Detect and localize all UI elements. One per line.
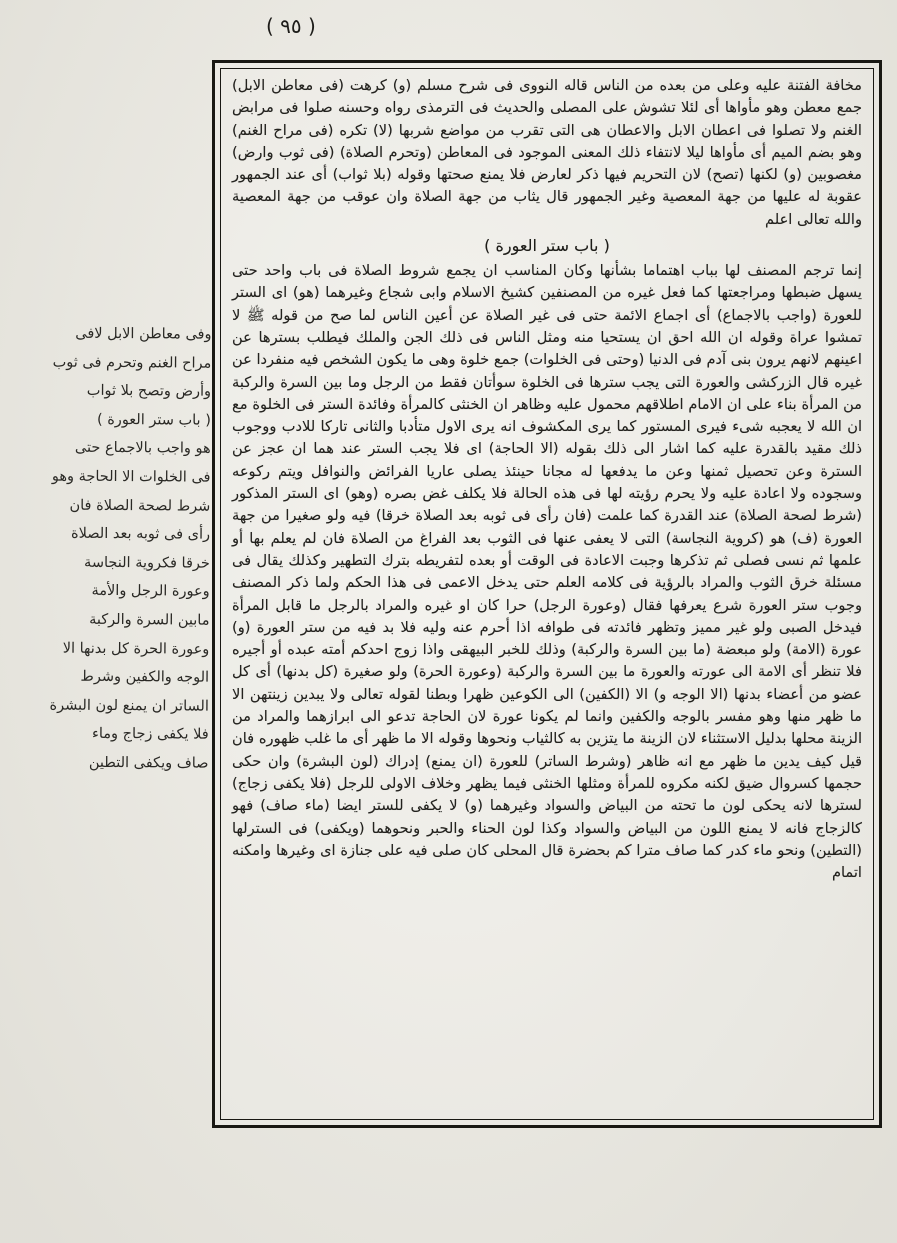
chapter-heading: ( باب ستر العورة ): [484, 236, 610, 256]
text-frame-inner: [220, 68, 874, 1120]
main-paragraph-2: إنما ترجم المصنف لها بباب اهتماما بشأنها وكان المناسب ان يجمع شروط الصلاة فى باب واحد حتى يسهل ضبطها ومراجعتها كما فعل غيره من المصنفين كشيخ الاسلام وابى شجاع وغيرهما (هو) اى الستر للعورة (واجب بالاجماع) أى اجماع الائمة حتى فى غير الصلاة عن أعين الناس لما صح من قوله ﷺ لا تمشوا عراة وقوله ان الله احق ان يستحيا منه ومثل الناس فى ذلك الجن والملك فيطلب بسترها عن اعينهم لانهم يرون بنى آدم فى الدنيا (وحتى فى الخلوات) جمع خلوة وهى ما يكون الشخص فيه منفردا عن غيره قال الزركشى والعورة التى يجب سترها فى الخلوة سوأتان فقط من الرجل وما بين السرة والركبة من المرأة بناء على ان الامام اطلاقهم محمول عليه وظاهر ان الخنثى كالمرأة وفائدة الستر فى الخلوة مع ان الله لا يعجبه شىء فيرى المستور كما يرى المكشوف انه يرى الاول متأدبا والثانى تاركا للادب ووجوب ذلك مقيد بالقدرة عليه كما اشار الى ذلك بقوله (الا الحاجة) اى فلا يجب الستر عند هما ان عجز عن السترة وعن تحصيل ثمنها وعن ما يدفعها له مجانا حينئذ يصلى عاريا الفرائض والنوافل ويتم ركوعه وسجوده ولا اعادة عليه ولا يحرم رؤيته لها فى هذه الحالة فلا يكلف غض بصره (وهو) اى الستر المذكور (شرط لصحة الصلاة) عند القدرة كما علمت (فان رأى فى ثوبه بعد الصلاة خرقا) فيه ولو صغيرا من جهة العورة (ف) هو (كروية النجاسة) التى لا يعفى عنها فى الثوب بعد الفراغ من الصلاة فان لم يعلم بها أو علمها ثم نسى فصلى ثم تذكرها وجبت الاعادة فى الوقت أو بعده لتفريطه بترك التطهير وكذلك يقال فى مسئلة خرق الثوب والمراد بالرؤية فى كلامه العلم حتى يدخل الاعمى فى هذا الحكم ولما ذكر المصنف وجوب ستر العورة شرع يعرفها فقال (وعورة الرجل) حرا كان او غيره والمراد بالرجل ما قابل المرأة فيدخل الصبى ولو غير مميز وتظهر فائدته فى طوافه اذا أحرم عنه وليه فلا بد فيه من ستر العورة (و) عورة (الامة) ولو مبعضة (ما بين السرة والركبة) وذلك للخبر البيهقى واذا زوج احدكم أمته عبده أو أجيره فلا تنظر أى الامة الى عورته والعورة ما بين السرة والركبة (وعورة الحرة) ولو صغيرة (كل بدنها) أى كل عضو من أعضاء بدنها (الا الوجه و) الا (الكفين) الى الكوعين ظهرا وبطنا لقوله تعالى ولا يبدين زينتهن الا ما ظهر منها وهو مفسر بالوجه والكفين وانما لم يكونا عورة لان الحاجة تدعو الى ابرازهما والمراد من الزينة محلها بدليل الاستثناء لان الزينة ما يتزين به كالثياب ونحوها وقوله الا ما ظهر أى ما غلب ظهوره فان قيل كيف يدين ما ظهر مع انه ظاهر (وشرط الساتر) للعورة (ان يمنع) إدراك (لون البشرة) وان حكى حجمها كسروال ضيق لكنه مكروه للمرأة ومثلها الخنثى فيما يظهر وخلاف الاولى للرجل (فلا يكفى زجاج) لسترها لانه يحكى لون ما تحته من البياض والسواد وغيرهما (و) لا يكفى للستر ايضا (ماء صاف) فهو كالزجاج فانه لا يمنع اللون من البياض والسواد وكذا لون الحناء والحبر ونحوهما (ويكفى) فى السترلها (التطين) ونحو ماء كدر كما صاف مترا كم بحضرة قال المحلى كان صلى فيه على جنازة اى وغيرها وامكنه اتمام: [232, 262, 862, 882]
main-paragraph-1: مخافة الفتنة عليه وعلى من بعده من الناس قاله النووى فى شرح مسلم (و) كرهت (فى معاطن الابل) جمع معطن وهو مأواها أى لئلا تشوش على المصلى والحديث فى الترمذى رواه وحسنه صلوا فى مرابض الغنم ولا تصلوا فى اعطان الابل والاعطان هى التى تقرب من مواضع شربها (لا) تكره (فى مراح الغنم) وهو بضم الميم أى مأواها ليلا لانتفاء ذلك المعنى الموجود فى المعاطن (وتحرم الصلاة) (فى ثوب وارض) مغصوبين (و) لكنها (تصح) لان التحريم فيها ذكر لعارض فلا يمنع صحتها وقوله (بلا ثواب) أى عند الجمهور عقوبة له عليها من جهة المعصية وغير الجمهور قال يثاب من جهة الصلاة وان عوقب من جهة المعصية والله تعالى اعلم: [232, 77, 862, 228]
text-frame: [212, 60, 882, 1128]
page-number: ( ٩٥ ): [266, 14, 316, 38]
margin-note: وفى معاطن الابل لافى مراح الغنم وتحرم فى ثوب وأرض وتصح بلا ثواب ( باب ستر العورة ) هو واجب بالاجماع حتى فى الخلوات الا الحاجة وهو شرط لصحة الصلاة فان رأى فى ثوبه بعد الصلاة خرقا فكروية النجاسة وعورة الرجل والأمة مابين السرة والركبة وعورة الحرة كل بدنها الا الوجه والكفين وشرط الساتر ان يمنع لون البشرة فلا يكفى زجاج وماء صاف ويكفى التطين: [49, 325, 212, 772]
